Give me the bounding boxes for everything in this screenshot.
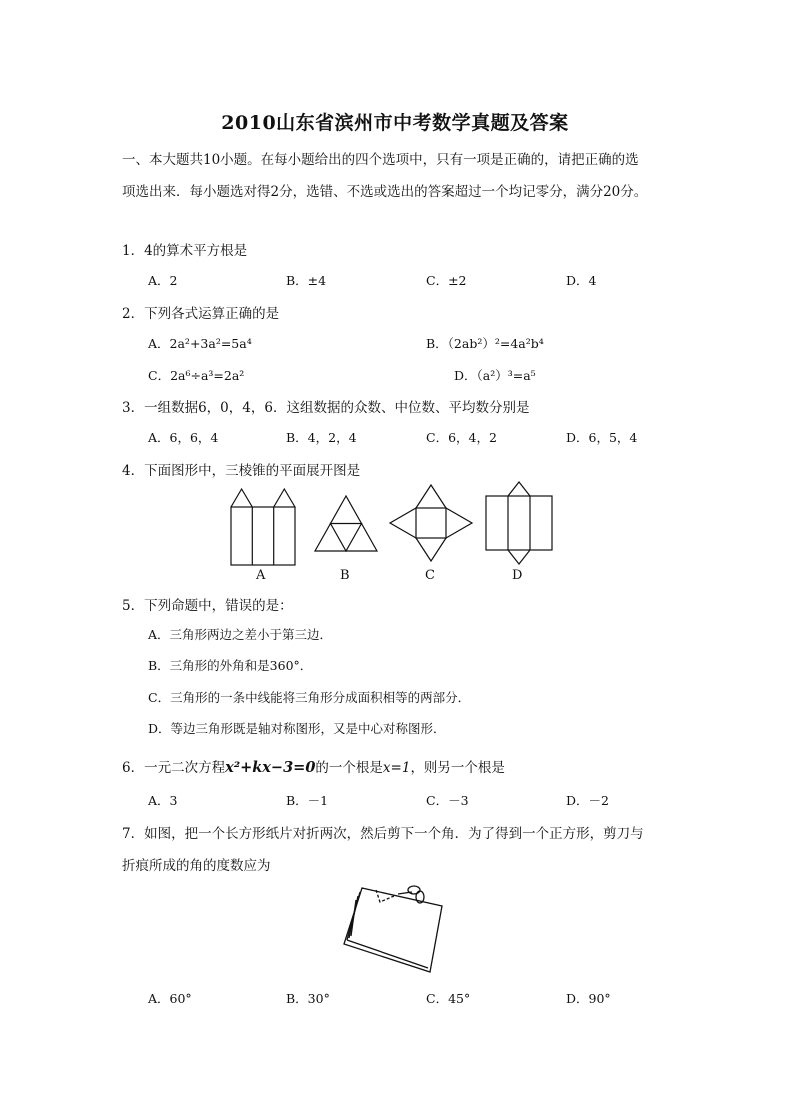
q6-option-d: D．－2 bbox=[566, 793, 609, 808]
q5-option-a: A．三角形两边之差小于第三边． bbox=[148, 627, 333, 642]
q7-option-c: C．45° bbox=[426, 991, 471, 1006]
q1-option-b: B．±4 bbox=[286, 273, 327, 288]
q1-option-a: A．2 bbox=[148, 273, 178, 288]
folded-paper-figure bbox=[340, 880, 452, 976]
figure-label-d: D bbox=[512, 568, 523, 583]
section-instructions-line-2: 项选出来．每小题选对得2分，选错、不选或选出的答案超过一个均记零分，满分20分。 bbox=[122, 184, 648, 200]
q6-option-b: B．－1 bbox=[286, 793, 329, 808]
q6-stem-mid: 的一个根是 bbox=[315, 760, 383, 776]
question-7-stem-line-2: 折痕所成的角的度数应为 bbox=[122, 858, 271, 874]
q6-equation: x²+kx−3=0 bbox=[225, 759, 316, 776]
net-figure-d bbox=[484, 480, 554, 566]
q7-option-a: A．60° bbox=[148, 991, 192, 1006]
q7-option-d: D．90° bbox=[566, 991, 611, 1006]
question-3-stem: 3．一组数据6，0，4，6．这组数据的众数、中位数、平均数分别是 bbox=[122, 400, 530, 416]
q2-option-c: C．2a⁶÷a³=2a² bbox=[148, 368, 245, 383]
net-figure-b bbox=[312, 493, 380, 555]
q6-root: x=1 bbox=[382, 760, 411, 776]
q1-option-c: C．±2 bbox=[426, 273, 467, 288]
q2-option-b: B．（2ab²）²=4a²b⁴ bbox=[426, 336, 544, 351]
q6-option-a: A．3 bbox=[148, 793, 178, 808]
question-4-stem: 4．下面图形中，三棱锥的平面展开图是 bbox=[122, 463, 361, 479]
q3-option-b: B．4，2，4 bbox=[286, 430, 357, 445]
q3-option-d: D．6，5，4 bbox=[566, 430, 638, 445]
q1-option-d: D．4 bbox=[566, 273, 597, 288]
q3-option-a: A．6，6，4 bbox=[148, 430, 219, 445]
net-figure-a bbox=[228, 485, 298, 567]
page-title: 2010山东省滨州市中考数学真题及答案 bbox=[221, 112, 569, 134]
q6-stem-prefix: 6．一元二次方程 bbox=[122, 760, 226, 776]
question-2-stem: 2．下列各式运算正确的是 bbox=[122, 306, 280, 322]
q5-option-b: B．三角形的外角和是360°． bbox=[148, 658, 313, 673]
q2-option-a: A．2a²+3a²=5a⁴ bbox=[148, 336, 252, 351]
question-5-stem: 5．下列命题中，错误的是： bbox=[122, 598, 293, 614]
figure-label-c: C bbox=[425, 568, 435, 583]
net-figure-c bbox=[386, 482, 478, 564]
q7-option-b: B．30° bbox=[286, 991, 330, 1006]
q2-option-d: D．（a²）³=a⁵ bbox=[454, 368, 536, 383]
figure-label-a: A bbox=[256, 568, 266, 583]
q5-option-c: C．三角形的一条中线能将三角形分成面积相等的两部分． bbox=[148, 690, 471, 705]
q6-stem-suffix: ，则另一个根是 bbox=[410, 760, 505, 776]
section-instructions-line-1: 一、本大题共10小题。在每小题给出的四个选项中，只有一项是正确的，请把正确的选 bbox=[122, 152, 639, 168]
q6-option-c: C．－3 bbox=[426, 793, 469, 808]
q5-option-d: D．等边三角形既是轴对称图形，又是中心对称图形． bbox=[148, 721, 446, 736]
question-6-stem bbox=[122, 756, 505, 776]
q3-option-c: C．6，4，2 bbox=[426, 430, 497, 445]
question-1-stem: 1．4的算术平方根是 bbox=[122, 243, 248, 259]
figure-label-b: B bbox=[340, 568, 350, 583]
question-7-stem-line-1: 7．如图，把一个长方形纸片对折两次，然后剪下一个角．为了得到一个正方形，剪刀与 bbox=[122, 826, 644, 842]
